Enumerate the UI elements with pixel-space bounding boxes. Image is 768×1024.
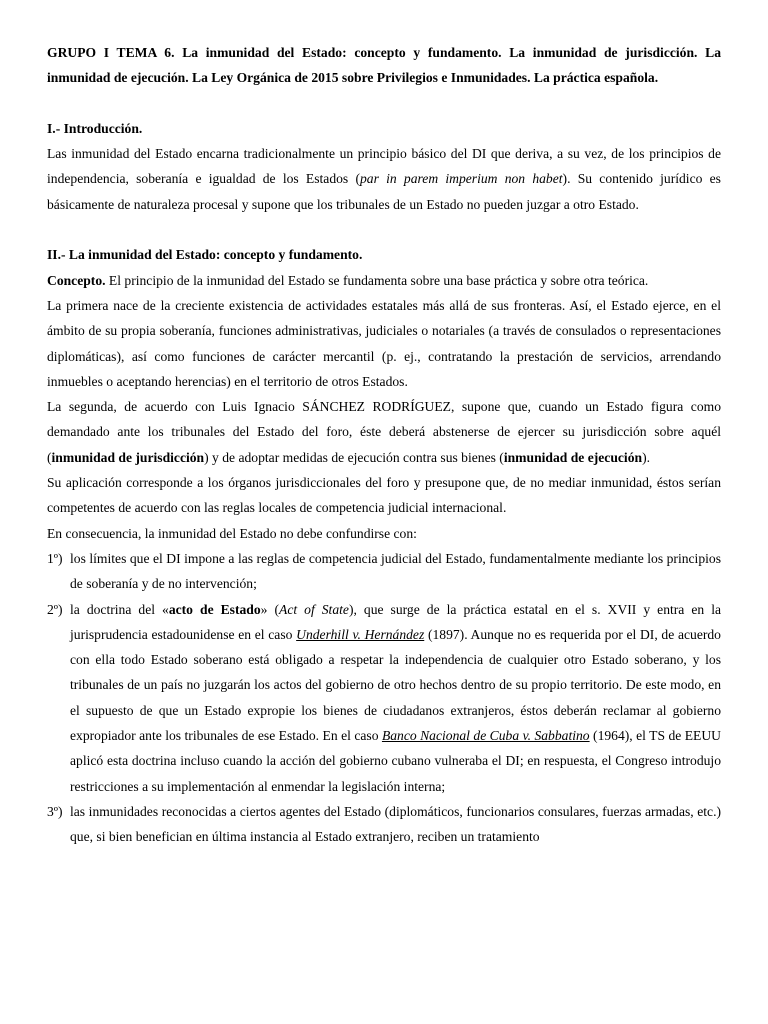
text-run: ) y de adoptar medidas de ejecución contra sus bienes ( — [204, 449, 504, 465]
text-run: ), que surge de la práctica estatal en el s. XVII y entra en la jurisprudencia estadounidense en el caso — [70, 601, 722, 642]
case-citation: Underhill v. Hernández — [296, 626, 425, 642]
list-marker: 2º) — [47, 601, 63, 617]
latin-phrase: par in parem imperium non habet — [359, 171, 563, 187]
text-run: ). — [642, 449, 651, 465]
bold-term: inmunidad de jurisdicción — [51, 449, 205, 465]
list-item — [47, 546, 721, 597]
blank-line — [47, 217, 721, 242]
list-marker: 3º) — [47, 803, 63, 819]
text-run: La segunda, de acuerdo con Luis Ignacio SÁNCHEZ RODRÍGUEZ, supone que, cuando un Estado figura como demandado ante los tribunales del Estado del foro, éste deberá abstenerse de ejercer su jurisdicción sobre aquél ( — [47, 399, 721, 465]
bold-term: acto de Estado — [168, 601, 261, 617]
paragraph-primera: La primera nace de la creciente existencia de actividades estatales más allá de sus fronteras. Así, el Estado ejerce, en el ámbito de su propia soberanía, funciones administrativas, judiciales o notariales (a través de consulados o representaciones diplomáticas), así como funciones de carácter mercantil (p. ej., contratando la prestación de servicios, arrendando inmuebles o aceptando herencias) en el territorio de otros Estados. — [47, 297, 721, 389]
section-heading-introduccion: I.- Introducción. — [47, 120, 143, 136]
paragraph-introduccion — [47, 141, 721, 217]
paragraph-consecuencia: En consecuencia, la inmunidad del Estado no debe confundirse con: — [47, 525, 417, 541]
section-heading-concepto: II.- La inmunidad del Estado: concepto y fundamento. — [47, 247, 363, 263]
text-run: (1964), el TS de EEUU aplicó esta doctrina incluso cuando la acción del gobierno cubano vulneraba el DI; en respuesta, el Congreso introdujo restricciones a su implementación al enmendar la legislación interna; — [70, 728, 721, 794]
list-item-text: las inmunidades reconocidas a ciertos agentes del Estado (diplomáticos, funcionarios consulares, fuerzas armadas, etc.) que, si bien benefician en última instancia al Estado extranjero, reciben un tratamiento — [70, 803, 721, 845]
paragraph-concepto — [47, 268, 721, 293]
text-run: Las inmunidad del Estado encarna tradicionalmente un principio básico del DI que deriva, a su vez, de los principios de independencia, soberanía e igualdad de los Estados ( — [47, 146, 721, 187]
bold-term: inmunidad de ejecución — [503, 449, 643, 465]
text-run: (1897). Aunque no es requerida por el DI, de acuerdo con ella todo Estado soberano está obligado a respetar la independencia de cualquier otro Estado soberano, y los tribunales de un país no juzgarán los actos del gobierno de otro hechos dentro de su propio territorio. De este modo, en el supuesto de que un Estado expropie los bienes de ciudadanos extranjeros, éstos deberán reclamar al gobierno expropiador ante los tribunales de ese Estado. En el caso — [70, 626, 721, 744]
text-run: ). Su contenido jurídico es básicamente de naturaleza procesal y supone que los tribunales de un Estado no pueden juzgar a otro Estado. — [47, 171, 721, 212]
list-marker: 1º) — [47, 550, 63, 566]
list-item — [47, 799, 721, 850]
text-run: » ( — [260, 601, 280, 617]
blank-line — [47, 91, 721, 116]
italic-term: Act of State — [279, 601, 349, 617]
text-run: El principio de la inmunidad del Estado se fundamenta sobre una base práctica y sobre otra teórica. — [105, 272, 649, 288]
list-item-text: los límites que el DI impone a las reglas de competencia judicial del Estado, fundamentalmente mediante los principios de soberanía y de no intervención; — [70, 550, 721, 592]
concepto-label: Concepto. — [47, 272, 106, 288]
paragraph-aplicacion: Su aplicación corresponde a los órganos jurisdiccionales del foro y presupone que, de no mediar inmunidad, éstos serían competentes de acuerdo con las reglas locales de competencia judicial internacional. — [47, 475, 721, 516]
text-run: la doctrina del « — [70, 601, 169, 617]
paragraph-segunda — [47, 394, 721, 470]
list-item — [47, 597, 721, 799]
case-citation: Banco Nacional de Cuba v. Sabbatino — [381, 728, 590, 744]
document-title: GRUPO I TEMA 6. La inmunidad del Estado: concepto y fundamento. La inmunidad de jurisdicción. La inmunidad de ejecución. La Ley Orgánica de 2015 sobre Privilegios e Inmunidades. La práctica española. — [47, 45, 721, 86]
